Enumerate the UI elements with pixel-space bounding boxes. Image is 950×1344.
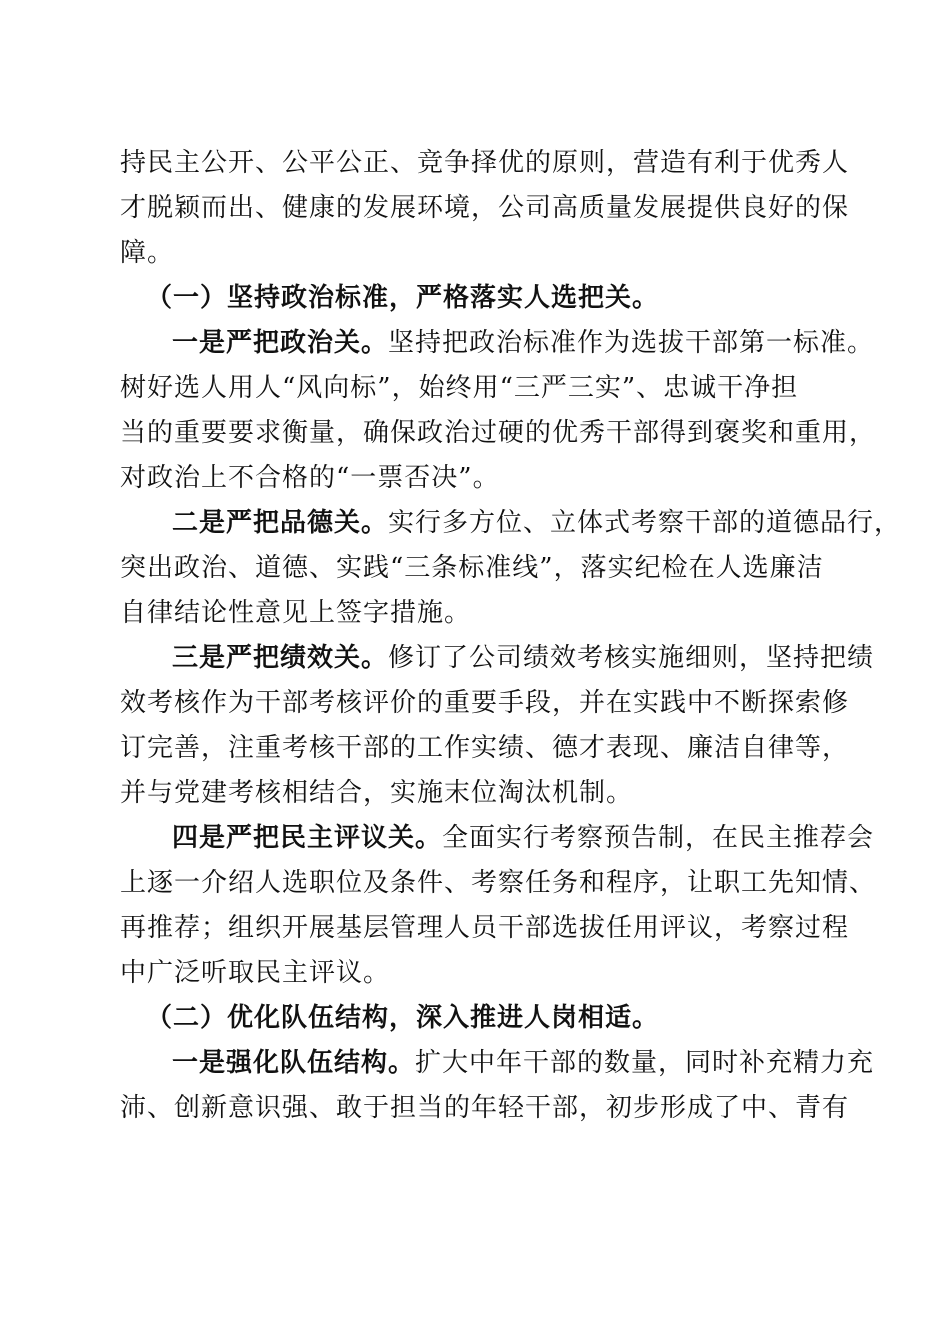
body-line: 再推荐；组织开展基层管理人员干部选拔任用评议，考察过程 xyxy=(120,913,850,943)
body-line: 当的重要要求衡量，确保政治过硬的优秀干部得到褒奖和重用， xyxy=(120,418,877,448)
body-line: 树好选人用人“风向标”，始终用“三严三实”、忠诚干净担 xyxy=(120,373,799,403)
item-line: 四是严把民主评议关。全面实行考察预告制，在民主推荐会 xyxy=(172,823,875,853)
body-line: 才脱颖而出、健康的发展环境，公司高质量发展提供良好的保 xyxy=(120,193,850,223)
body-line: 自律结论性意见上签字措施。 xyxy=(120,598,472,628)
body-line: 并与党建考核相结合，实施末位淘汰机制。 xyxy=(120,778,634,808)
section-heading-1: （一）坚持政治标准，严格落实人选把关。 xyxy=(146,283,660,313)
body-line: 障。 xyxy=(120,238,175,268)
item-lead: 一是强化队伍结构。 xyxy=(172,1048,416,1078)
section-heading-2: （二）优化队伍结构，深入推进人岗相适。 xyxy=(146,1003,660,1033)
item-line: 二是严把品德关。实行多方位、立体式考察干部的道德品行， xyxy=(172,508,902,538)
item-line: 一是严把政治关。坚持把政治标准作为选拔干部第一标准。 xyxy=(172,328,875,358)
body-line: 中广泛听取民主评议。 xyxy=(120,958,391,988)
body-line: 对政治上不合格的“一票否决”。 xyxy=(120,463,500,493)
body-line: 上逐一介绍人选职位及条件、考察任务和程序，让职工先知情、 xyxy=(120,868,877,898)
body-line: 效考核作为干部考核评价的重要手段，并在实践中不断探索修 xyxy=(120,688,850,718)
body-line: 订完善，注重考核干部的工作实绩、德才表现、廉洁自律等， xyxy=(120,733,850,763)
body-line: 沛、创新意识强、敢于担当的年轻干部，初步形成了中、青有 xyxy=(120,1093,850,1123)
item-line: 三是严把绩效关。修订了公司绩效考核实施细则，坚持把绩 xyxy=(172,643,875,673)
body-line: 持民主公开、公平公正、竞争择优的原则，营造有利于优秀人 xyxy=(120,148,850,178)
item-lead: 四是严把民主评议关。 xyxy=(172,823,443,853)
item-lead: 二是严把品德关。 xyxy=(172,508,389,538)
body-line: 突出政治、道德、实践“三条标准线”，落实纪检在人选廉洁 xyxy=(120,553,824,583)
item-lead: 三是严把绩效关。 xyxy=(172,643,389,673)
item-line: 一是强化队伍结构。扩大中年干部的数量，同时补充精力充 xyxy=(172,1048,875,1078)
item-lead: 一是严把政治关。 xyxy=(172,328,389,358)
